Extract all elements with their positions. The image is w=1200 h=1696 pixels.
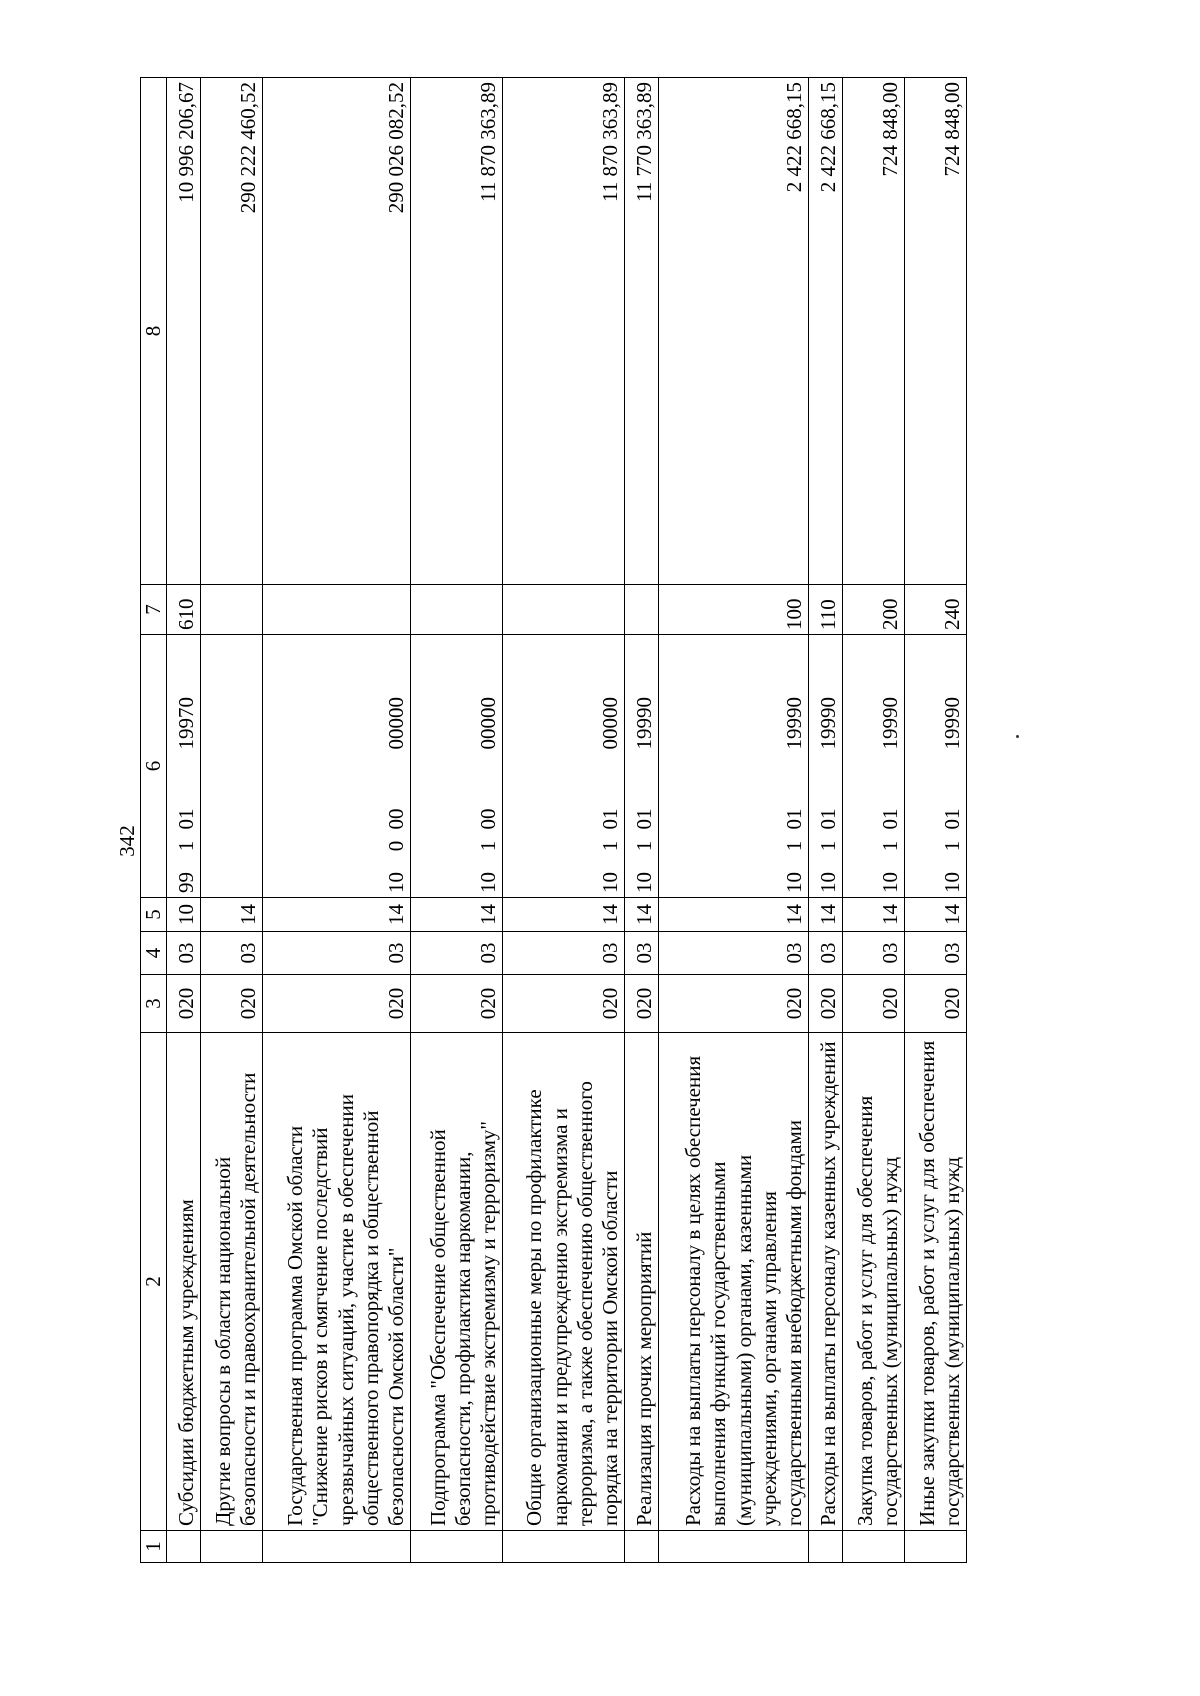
row-description: Общие организационные меры по профилактике наркомании и предупреждению экстремизма и терроризма, а также обеспечению общественного порядка на территории Омской области <box>503 1033 625 1531</box>
subprogram-code: 1 <box>816 840 840 852</box>
direction-code: 19990 <box>816 697 840 750</box>
section-code: 03 <box>905 932 967 975</box>
expense-type-code: 610 <box>167 585 201 635</box>
row-index-cell <box>411 1531 503 1563</box>
ministry-code: 020 <box>625 975 659 1033</box>
ministry-code: 020 <box>843 975 905 1033</box>
ministry-code: 020 <box>659 975 809 1033</box>
ministry-code: 020 <box>167 975 201 1033</box>
ministry-code: 020 <box>263 975 411 1033</box>
column-header-row <box>141 78 167 1563</box>
expense-type-code: 240 <box>905 585 967 635</box>
amount: 290 222 460,52 <box>201 78 263 585</box>
section-code: 03 <box>411 932 503 975</box>
target-article-code <box>167 635 201 898</box>
row-description: Закупка товаров, работ и услуг для обеспечения государственных (муниципальных) нужд <box>843 1033 905 1531</box>
table-row <box>263 78 411 1563</box>
scan-speck <box>1016 735 1019 738</box>
row-index-cell <box>659 1531 809 1563</box>
expense-type-code <box>625 585 659 635</box>
target-article-parts <box>476 697 501 893</box>
program-code: 10 <box>940 872 964 893</box>
subsection-code: 14 <box>625 898 659 932</box>
row-index-cell <box>625 1531 659 1563</box>
col-header-6: 6 <box>141 635 167 898</box>
event-code: 01 <box>940 808 964 830</box>
row-description: Реализация прочих мероприятий <box>625 1033 659 1531</box>
target-article-parts <box>782 697 807 893</box>
expense-type-code <box>503 585 625 635</box>
target-article-code <box>263 635 411 898</box>
target-article-parts <box>236 697 261 893</box>
table-body <box>141 78 967 1563</box>
ministry-code: 020 <box>503 975 625 1033</box>
event-code: 01 <box>878 808 902 830</box>
table-row <box>659 78 809 1563</box>
subprogram-code: 1 <box>598 840 622 852</box>
section-code: 03 <box>843 932 905 975</box>
subsection-code: 10 <box>167 898 201 932</box>
subprogram-code: 1 <box>782 840 806 852</box>
col-header-8: 8 <box>141 78 167 585</box>
ministry-code: 020 <box>411 975 503 1033</box>
subprogram-code: 1 <box>476 840 500 852</box>
direction-code: 19990 <box>632 697 656 750</box>
budget-table <box>140 77 967 1563</box>
section-code: 03 <box>503 932 625 975</box>
target-article-parts <box>816 697 841 893</box>
subsection-code: 14 <box>411 898 503 932</box>
table-row <box>503 78 625 1563</box>
subsection-code: 14 <box>809 898 843 932</box>
col-header-4: 4 <box>141 932 167 975</box>
program-code: 10 <box>476 872 500 893</box>
row-description: Расходы на выплаты персоналу в целях обеспечения выполнения функций государственными (муниципальными) органами, казенными учреждениями, органами управления государственными внебюджетными фондами <box>659 1033 809 1531</box>
amount: 11 870 363,89 <box>503 78 625 585</box>
section-code: 03 <box>263 932 411 975</box>
col-header-2: 2 <box>141 1033 167 1531</box>
row-description: Субсидии бюджетным учреждениям <box>167 1033 201 1531</box>
col-header-5: 5 <box>141 898 167 932</box>
subsection-code: 14 <box>263 898 411 932</box>
event-code: 01 <box>174 808 198 830</box>
col-header-3: 3 <box>141 975 167 1033</box>
target-article-parts <box>878 697 903 893</box>
table-row <box>411 78 503 1563</box>
col-header-1: 1 <box>141 1531 167 1563</box>
table-row <box>905 78 967 1563</box>
target-article-code <box>503 635 625 898</box>
amount: 724 848,00 <box>905 78 967 585</box>
subprogram-code: 1 <box>632 840 656 852</box>
table-row <box>167 78 201 1563</box>
program-code: 10 <box>878 872 902 893</box>
amount: 2 422 668,15 <box>659 78 809 585</box>
subsection-code: 14 <box>659 898 809 932</box>
direction-code: 00000 <box>476 697 500 750</box>
subprogram-code: 1 <box>940 840 964 852</box>
target-article-parts <box>598 697 623 893</box>
event-code: 01 <box>598 808 622 830</box>
direction-code: 19990 <box>782 697 806 750</box>
program-code: 10 <box>632 872 656 893</box>
row-description: Другие вопросы в области национальной безопасности и правоохранительной деятельности <box>201 1033 263 1531</box>
target-article-parts <box>632 697 657 893</box>
subprogram-code: 1 <box>174 840 198 852</box>
event-code: 01 <box>632 808 656 830</box>
target-article-code <box>905 635 967 898</box>
row-index-cell <box>263 1531 411 1563</box>
program-code: 99 <box>174 872 198 893</box>
target-article-code <box>809 635 843 898</box>
target-article-parts <box>174 697 199 893</box>
row-index-cell <box>167 1531 201 1563</box>
expense-type-code <box>201 585 263 635</box>
direction-code: 19990 <box>940 697 964 750</box>
direction-code: 00000 <box>384 697 408 750</box>
row-index-cell <box>843 1531 905 1563</box>
subprogram-code: 1 <box>878 840 902 852</box>
program-code: 10 <box>598 872 622 893</box>
event-code: 00 <box>476 808 500 830</box>
table-row <box>625 78 659 1563</box>
row-index-cell <box>905 1531 967 1563</box>
expense-type-code: 100 <box>659 585 809 635</box>
target-article-code <box>625 635 659 898</box>
target-article-code <box>411 635 503 898</box>
row-index-cell <box>503 1531 625 1563</box>
section-code: 03 <box>201 932 263 975</box>
target-article-code <box>659 635 809 898</box>
section-code: 03 <box>625 932 659 975</box>
direction-code: 19970 <box>174 697 198 750</box>
ministry-code: 020 <box>905 975 967 1033</box>
amount: 11 770 363,89 <box>625 78 659 585</box>
subsection-code: 14 <box>503 898 625 932</box>
amount: 2 422 668,15 <box>809 78 843 585</box>
program-code: 10 <box>782 872 806 893</box>
row-description: Иные закупки товаров, работ и услуг для обеспечения государственных (муниципальных) нужд <box>905 1033 967 1531</box>
row-description: Расходы на выплаты персоналу казенных учреждений <box>809 1033 843 1531</box>
target-article-code <box>843 635 905 898</box>
event-code: 00 <box>384 808 408 830</box>
table-row <box>843 78 905 1563</box>
program-code: 10 <box>384 872 408 893</box>
table-row <box>201 78 263 1563</box>
row-index-cell <box>201 1531 263 1563</box>
subsection-code: 14 <box>905 898 967 932</box>
ministry-code: 020 <box>809 975 843 1033</box>
amount: 11 870 363,89 <box>411 78 503 585</box>
amount: 724 848,00 <box>843 78 905 585</box>
amount: 290 026 082,52 <box>263 78 411 585</box>
section-code: 03 <box>659 932 809 975</box>
event-code: 01 <box>782 808 806 830</box>
target-article-code <box>201 635 263 898</box>
expense-type-code: 200 <box>843 585 905 635</box>
section-code: 03 <box>167 932 201 975</box>
amount: 10 996 206,67 <box>167 78 201 585</box>
subsection-code: 14 <box>201 898 263 932</box>
row-index-cell <box>809 1531 843 1563</box>
ministry-code: 020 <box>201 975 263 1033</box>
row-description: Государственная программа Омской области "Снижение рисков и смягчение последствий чрезвычайных ситуаций, участие в обеспечении общественного правопорядка и общественной безопасности Омской области" <box>263 1033 411 1531</box>
subprogram-code: 0 <box>384 840 408 852</box>
expense-type-code <box>263 585 411 635</box>
target-article-parts <box>384 697 409 893</box>
table-row <box>809 78 843 1563</box>
target-article-parts <box>940 697 965 893</box>
subsection-code: 14 <box>843 898 905 932</box>
section-code: 03 <box>809 932 843 975</box>
row-description: Подпрограмма "Обеспечение общественной безопасности, профилактика наркомании, противодействие экстремизму и терроризму" <box>411 1033 503 1531</box>
expense-type-code: 110 <box>809 585 843 635</box>
direction-code: 19990 <box>878 697 902 750</box>
expense-type-code <box>411 585 503 635</box>
page-number: 342 <box>115 825 139 857</box>
event-code: 01 <box>816 808 840 830</box>
program-code: 10 <box>816 872 840 893</box>
col-header-7: 7 <box>141 585 167 635</box>
direction-code: 00000 <box>598 697 622 750</box>
